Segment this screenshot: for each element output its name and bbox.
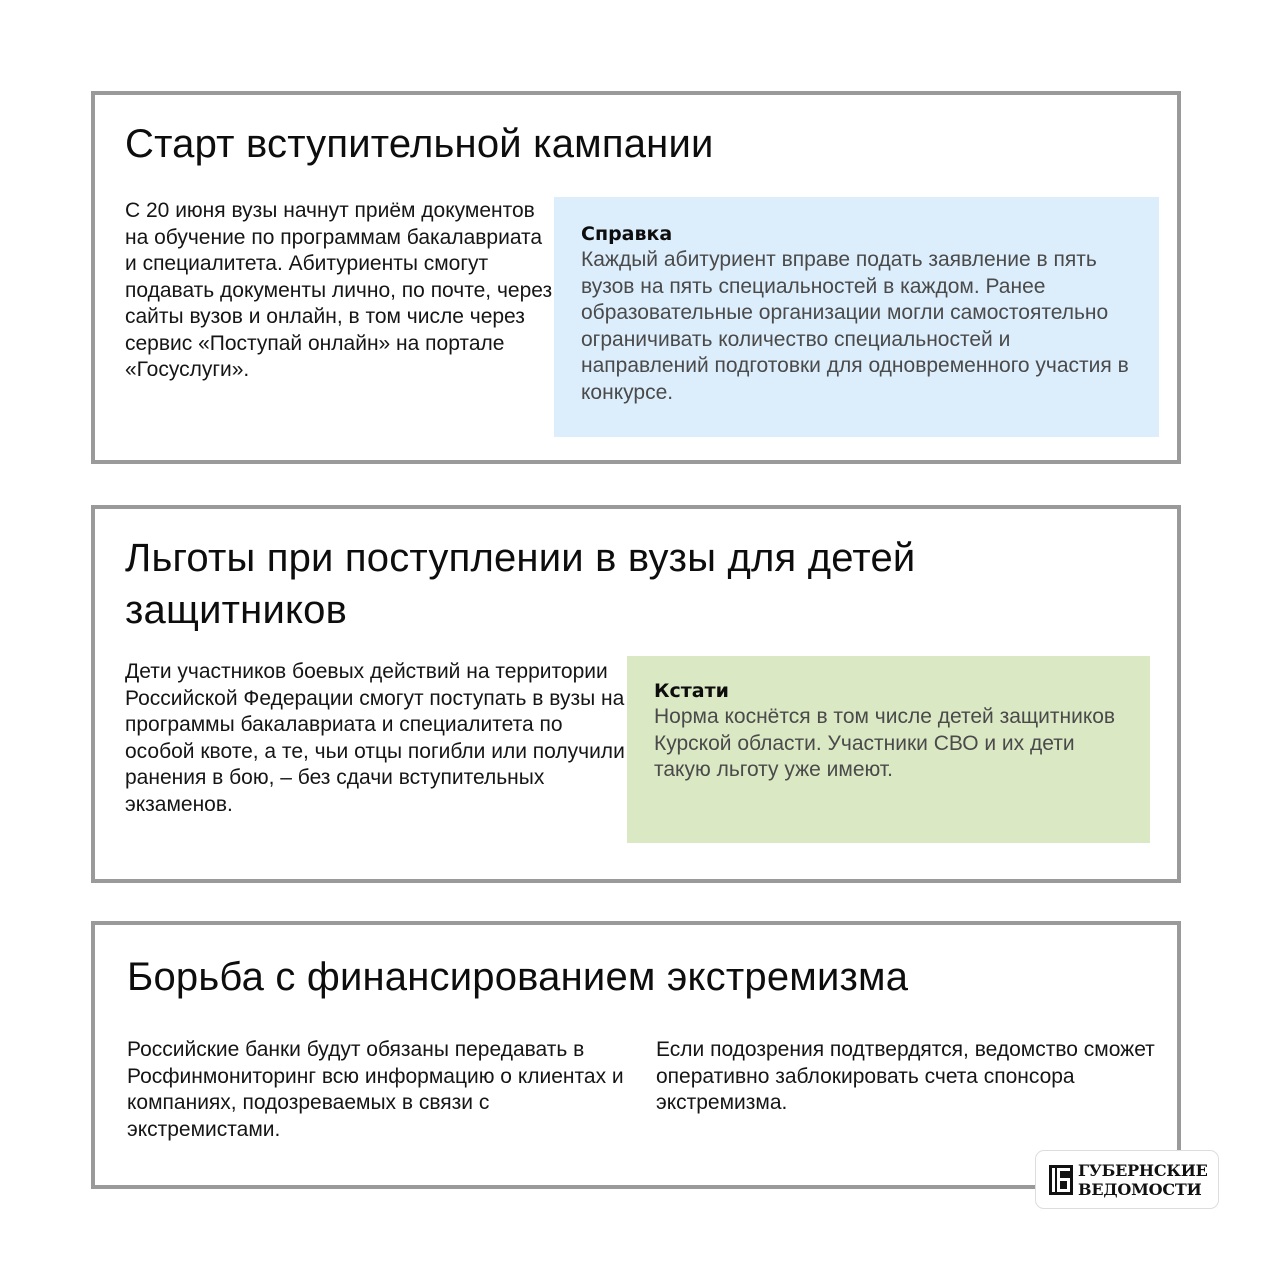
section-admission-campaign [91,91,1181,464]
logo-line-1: ГУБЕРНСКИЕ [1078,1161,1208,1180]
section-extremism-financing [91,921,1181,1189]
logo-line-2: ВЕДОМОСТИ [1078,1180,1202,1199]
section-benefits-for-children [91,505,1181,883]
logo-wordmark [1078,1161,1208,1199]
infobox-text: Каждый абитуриент вправе подать заявление в пять вузов на пять специальностей в каждом. Ранее образовательные организации могли самостоятельно ограничивать количество специальностей и направлений подготовки для одновременного участия в конкурсе. [581,248,1129,404]
infobox-title: Справка [581,223,673,245]
reference-infobox [554,197,1159,437]
section-heading: Старт вступительной кампании [125,122,714,166]
infobox-text: Норма коснётся в том числе детей защитников Курской области. Участники СВО и их дети такую льготу уже имеют. [654,705,1116,781]
section-body-text: С 20 июня вузы начнут приём документов на обучение по программам бакалавриата и специалитета. Абитуриенты смогут подавать документы лично, по почте, через сайты вузов и онлайн, в том числе через сервис «Поступай онлайн» на портале «Госуслуги». [125,199,553,381]
section-body-text-right: Если подозрения подтвердятся, ведомство сможет оперативно заблокировать счета спонсора экстремизма. [656,1038,1155,1114]
section-heading: Борьба с финансированием экстремизма [127,955,909,999]
section-body-text-left: Российские банки будут обязаны передавать в Росфинмониторинг всю информацию о клиентах и компаниях, подозреваемых в связи с экстремистами. [127,1038,624,1141]
by-the-way-infobox [627,656,1150,843]
section-heading: Льготы при поступлении в вузы для детей защитников [125,536,916,632]
gubernskie-vedomosti-logo [1035,1150,1219,1209]
section-body-text: Дети участников боевых действий на территории Российской Федерации смогут поступать в вузы на программы бакалавриата и специалитета по особой квоте, а те, чьи отцы погибли или получили ранения в бою, – без сдачи вступительных экзаменов. [125,660,625,816]
infobox-title: Кстати [654,680,729,702]
logo-mark-icon [1049,1165,1073,1195]
